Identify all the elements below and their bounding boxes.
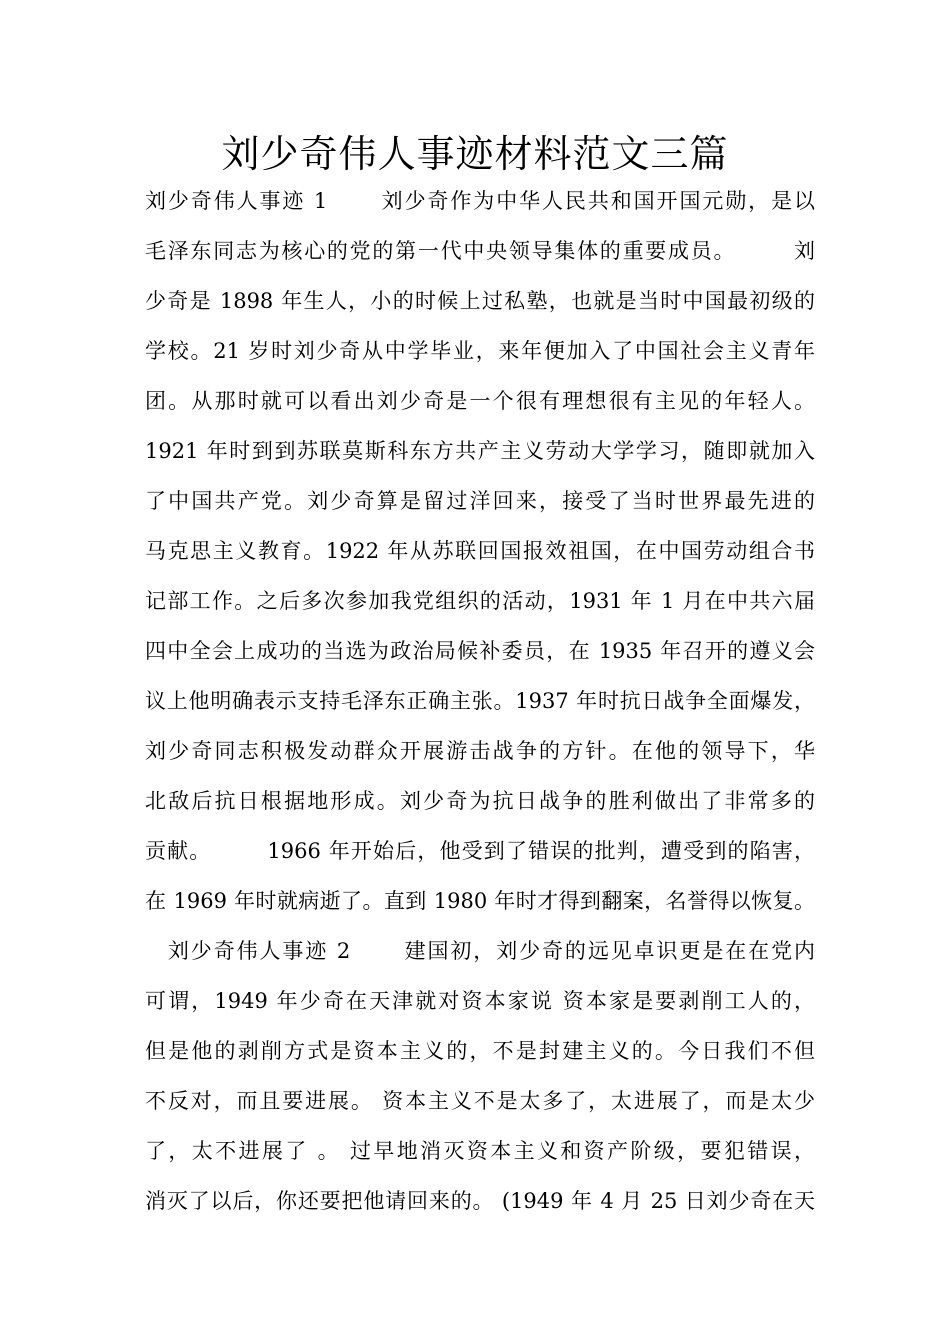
body-line-12: 刘少奇同志积极发动群众开展游击战争的方针。在他的领导下，华: [145, 739, 815, 763]
body-line-2: 毛泽东同志为核心的党的第一代中央领导集体的重要成员。 刘: [145, 239, 815, 263]
body-line-13: 北敌后抗日根据地形成。刘少奇为抗日战争的胜利做出了非常多的: [145, 789, 815, 813]
body-line-9: 记部工作。之后多次参加我党组织的活动，1931 年 1 月在中共六届: [145, 589, 815, 613]
document-title: 刘少奇伟人事迹材料范文三篇: [221, 132, 729, 176]
body-line-20: 了，太不进展了 。 过早地消灭资本主义和资产阶级，要犯错误，: [145, 1139, 815, 1163]
body-line-5: 团。从那时就可以看出刘少奇是一个很有理想很有主见的年轻人。: [145, 389, 815, 413]
body-line-8: 马克思主义教育。1922 年从苏联回国报效祖国，在中国劳动组合书: [145, 539, 815, 563]
body-line-1: 刘少奇伟人事迹 1 刘少奇作为中华人民共和国开国元勋，是以: [145, 189, 815, 213]
body-line-14: 贡献。 1966 年开始后，他受到了错误的批判，遭受到的陷害，: [145, 839, 815, 863]
body-line-18: 但是他的剥削方式是资本主义的，不是封建主义的。今日我们不但: [145, 1039, 815, 1063]
body-line-11: 议上他明确表示支持毛泽东正确主张。1937 年时抗日战争全面爆发，: [145, 689, 815, 713]
body-line-21: 消灭了以后，你还要把他请回来的。 (1949 年 4 月 25 日刘少奇在天: [145, 1189, 815, 1213]
body-line-4: 学校。21 岁时刘少奇从中学毕业，来年便加入了中国社会主义青年: [145, 339, 815, 363]
body-line-15: 在 1969 年时就病逝了。直到 1980 年时才得到翻案，名誉得以恢复。: [145, 889, 815, 913]
body-line-19: 不反对，而且要进展。 资本主义不是太多了，太进展了，而是太少: [145, 1089, 815, 1113]
body-line-7: 了中国共产党。刘少奇算是留过洋回来，接受了当时世界最先进的: [145, 489, 815, 513]
body-line-3: 少奇是 1898 年生人，小的时候上过私塾，也就是当时中国最初级的: [145, 289, 815, 313]
body-line-16: 刘少奇伟人事迹 2 建国初，刘少奇的远见卓识更是在在党内: [145, 939, 815, 963]
body-line-6: 1921 年时到到苏联莫斯科东方共产主义劳动大学学习，随即就加入: [145, 439, 815, 463]
body-line-10: 四中全会上成功的当选为政治局候补委员，在 1935 年召开的遵义会: [145, 639, 815, 663]
body-line-17: 可谓，1949 年少奇在天津就对资本家说 资本家是要剥削工人的，: [145, 989, 815, 1013]
